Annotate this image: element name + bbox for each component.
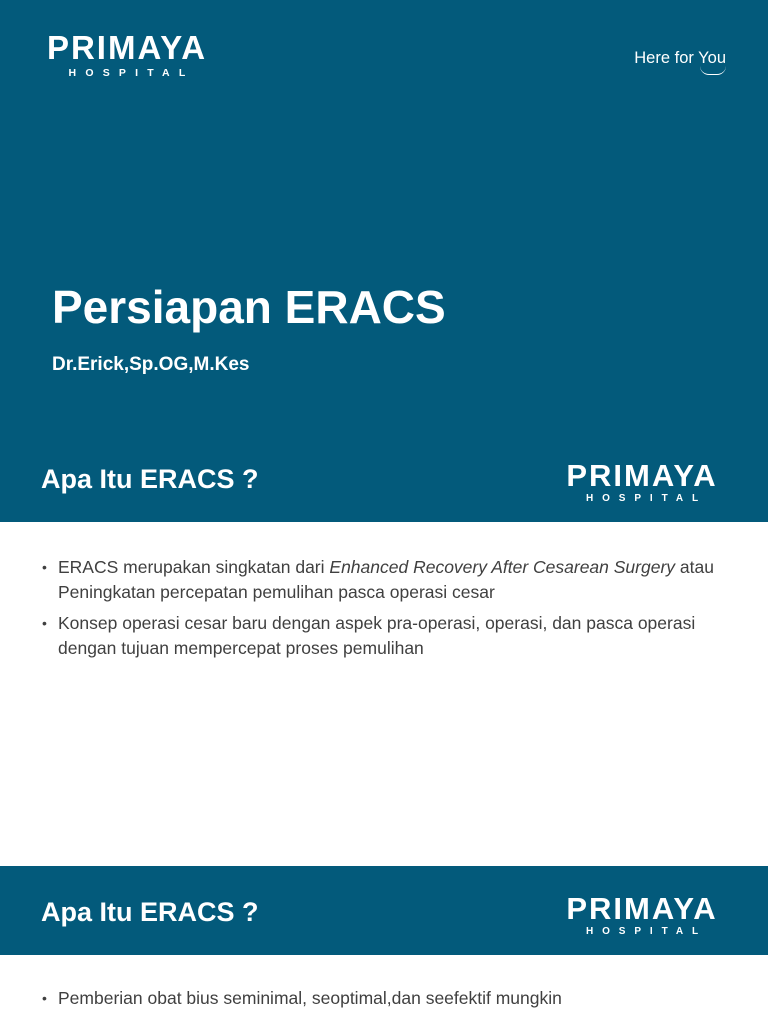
bullet-icon: • [42, 615, 47, 631]
logo-wordmark: PRIMAYA [46, 29, 208, 66]
smile-icon [700, 66, 726, 75]
title-slide [0, 0, 768, 442]
bullet-icon: • [42, 559, 47, 575]
logo-subtitle: HOSPITAL [585, 926, 707, 937]
logo-wordmark: PRIMAYA [566, 458, 718, 493]
presenter-name: Dr.Erick,Sp.OG,M.Kes [52, 354, 250, 375]
logo-subtitle: HOSPITAL [68, 67, 195, 79]
tagline [634, 49, 726, 68]
tagline-text: Here for You [634, 49, 726, 67]
content-slide-2 [0, 866, 768, 1024]
slide-heading: Apa Itu ERACS ? [41, 464, 259, 494]
bullet-item [40, 986, 720, 1011]
bullet-text: ERACS merupakan singkatan dari [58, 557, 330, 577]
slide-heading: Apa Itu ERACS ? [41, 897, 259, 927]
slide-header [0, 442, 768, 522]
bullet-item [40, 611, 720, 660]
slide-header [0, 866, 768, 955]
content-slide-1 [0, 442, 768, 866]
primaya-logo [558, 893, 726, 937]
presentation-title: Persiapan ERACS [52, 281, 446, 333]
bullet-text: Pemberian obat bius seminimal, seoptimal,dan seefektif mungkin [58, 988, 562, 1008]
logo-subtitle: HOSPITAL [585, 493, 707, 504]
bullet-italic-text: Enhanced Recovery After Cesarean Surgery [329, 557, 676, 577]
bullet-text: atau Peningkatan percepatan pemulihan pasca operasi cesar [58, 557, 714, 602]
bullet-item [40, 555, 720, 604]
logo-wordmark: PRIMAYA [566, 891, 718, 926]
bullet-list [40, 986, 720, 1018]
bullet-text: Konsep operasi cesar baru dengan aspek pra-operasi, operasi, dan pasca operasi dengan tujuan mempercepat proses pemulihan [58, 613, 696, 658]
primaya-logo [42, 31, 212, 79]
primaya-logo [558, 460, 726, 504]
bullet-icon: • [42, 990, 47, 1006]
bullet-list [40, 555, 720, 667]
